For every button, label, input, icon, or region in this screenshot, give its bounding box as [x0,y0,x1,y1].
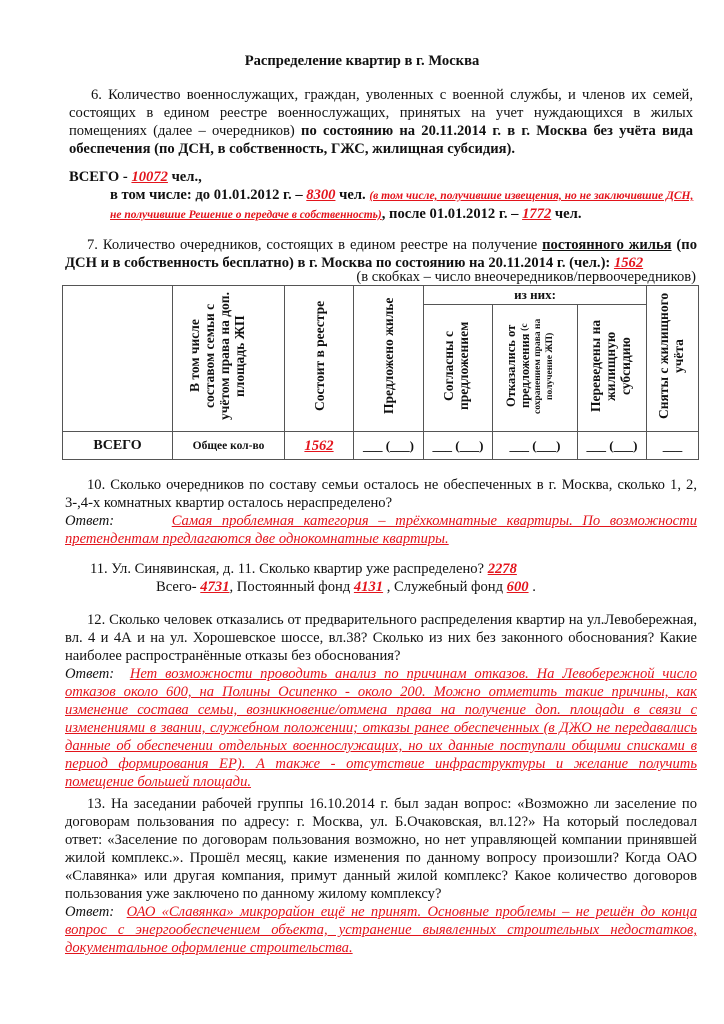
question-6 [69,86,693,158]
q6-before-label: в том числе: до 01.01.2012 г. – [110,187,307,203]
row-offered: ___ (___) [354,432,424,460]
q11-service-label: , Служебный фонд [383,579,507,595]
header-refused-note: (с сохранением права на получение ЖП) [520,317,555,414]
q6-breakdown [110,186,696,224]
q11-permanent-value: 4131 [353,579,384,595]
header-registered-text: Состоит в реестре [311,300,327,412]
q6-total-value: 10072 [131,169,168,185]
queue-table [62,285,699,460]
table-header-of-them: из них: [424,286,647,305]
table-header-empty [63,286,173,432]
row-agreed: ___ (___) [424,432,493,460]
q11-total-label: Всего- [156,579,201,595]
q11-total-value: 4731 [200,579,230,595]
question-11 [90,560,517,578]
question-7-bold-text: (по ДСН и в собственность бесплатно) в г. Москва по состоянию на 20.11.2014 г. (чел.): [65,237,697,271]
q11-distributed-value: 2278 [487,561,517,577]
row-label: ВСЕГО [63,432,173,460]
answer-10 [65,512,697,548]
q11-totals [156,578,536,596]
question-12: 12. Сколько человек отказались от предварительного распределения квартир на ул.Левобережная, вл. 4 и 4А и на ул. Хорошевское шоссе, вл.38? Сколько из них без законного обоснования? Какие наиболее распространённые отказы без обоснования? [65,612,697,664]
question-6-bold-text: по состоянию на 20.11.2014 г. в г. Москва без учёта вида обеспечения (по ДСН, в собственность, ГЖС, жилищная субсидия). [69,123,693,157]
question-10: 10. Сколько очередников по составу семьи осталось не обеспеченных в г. Москва, сколько 1, 2, 3-,4-х комнатных квартир осталось нераспределено? [65,477,697,511]
q6-total-unit: чел., [167,169,202,185]
page-title: Распределение квартир в г. Москва [244,53,480,69]
table-header-removed [647,286,699,432]
table-header-agreed [424,305,493,432]
header-removed-text: Сняты с жилищного учёта [655,292,686,420]
question-7-note: (в скобках – число внеочередников/первоочередников) [356,269,696,285]
table-row [63,432,699,460]
row-registered [285,432,354,460]
question-11-text: 11. Ул. Синявинская, д. 11. Сколько квартир уже распределено? [90,561,488,577]
question-7-underlined: постоянного жилья [542,237,672,253]
question-7-value: 1562 [613,255,644,271]
q6-before-value: 8300 [306,187,336,203]
table-header-refused [493,305,578,432]
q6-total-line [69,168,202,186]
question-13: 13. На заседании рабочей группы 16.10.2014 г. был задан вопрос: «Возможно ли заселение по договорам пользования по адресу: г. Москва, ул. Б.Очаковская, вл.12?» На который последовал ответ: «Заселение по договорам пользования возможно, но нет управляющей компании принявшей жилой комплекс.». Прошёл месяц, какие изменения по данному вопросу произошли? Когда ОАО «Славянка» или другая компания, примут данный жилой комплекс? Какое количество договоров пользования уже заключено по данному жилому комплексу? [65,796,697,902]
header-offered-text: Предложено жилье [381,297,396,415]
q11-permanent-label: , Постоянный фонд [229,579,354,595]
table-header-subsidy [578,305,647,432]
table-header-registered [285,286,354,432]
question-7 [65,236,697,272]
table-header-family [173,286,285,432]
q6-before-note: (в том числе, получившие извещения, но не заключившие ДСН, не получившие Решение о передаче в собственность) [110,190,694,221]
row-total-count: Общее кол-во [173,432,285,460]
header-agreed-text: Согласны с предложением [441,321,471,410]
q11-end: . [528,579,536,595]
header-refused-text: Отказались от предложения [504,324,532,408]
answer-13 [65,903,697,957]
answer-10-text: Самая проблемная категория – трёхкомнатные квартиры. По возможности претендентам предлагаются две однокомнатные квартиры. [65,513,698,547]
header-family-text: В том числе составом семьи с учётом права на доп. площадь ЖП [186,292,247,420]
table-header-offered [354,286,424,432]
q6-after-label: , после 01.01.2012 г. – [381,206,523,222]
row-subsidy: ___ (___) [578,432,647,460]
answer-12-label: Ответ: [65,666,115,682]
answer-13-text: ОАО «Славянка» микрорайон ещё не принят. Основные проблемы – не решён до конца вопрос с энергообеспечением объекта, устранение выявленных строительных недостатков, документальное оформление строительства. [65,904,697,956]
q6-after-unit: чел. [551,206,582,222]
q6-after-value: 1772 [522,206,552,222]
answer-12-text: Нет возможности проводить анализ по причинам отказов. На Левобережной число отказов около 600, на Полины Осипенко - около 200. Можно отметить такие причины, как изменение состава семьи, возникновение/отмена права на получение доп. площади в связи с изменениями в звании, служебном положении; отказы ранее обеспеченных (в ДЖО не передавались данные об обеспечении отдельных военнослужащих, но их данные поступали общими списками в период формирования ЕР). А также - отсутствие инфраструктуры и желание получить помещение большей площади. [65,666,698,790]
header-subsidy-text: Переведены на жилищную субсидию [588,319,634,412]
question-6-text: 6. Количество военнослужащих, граждан, уволенных с военной службы, и членов их семей, состоящих в едином реестре военнослужащих, принятых на учет нуждающихся в жилых помещениях (далее – очередников) [69,87,693,139]
question-7-text: 7. Количество очередников, состоящих в едином реестре на получение [87,237,543,253]
row-registered-value: 1562 [304,437,334,454]
row-removed: ___ [647,432,699,460]
answer-10-label: Ответ: [65,513,115,529]
q6-before-unit: чел. [335,187,370,203]
row-refused: ___ (___) [493,432,578,460]
q6-total-label: ВСЕГО - [69,169,132,185]
answer-12 [65,665,697,791]
q11-service-value: 600 [506,579,529,595]
answer-13-label: Ответ: [65,904,115,920]
